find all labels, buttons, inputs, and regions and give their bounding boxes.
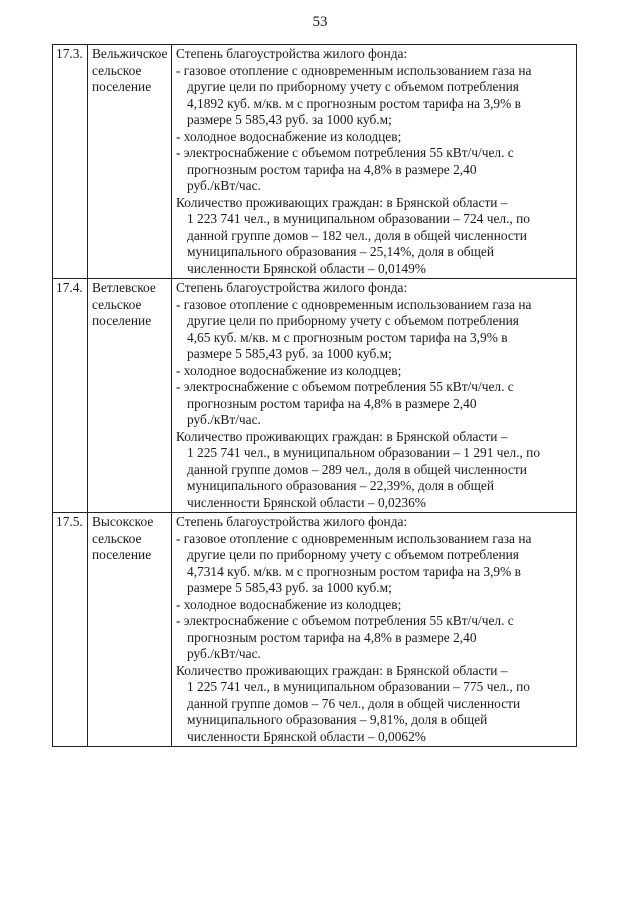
municipality-name: [88, 513, 172, 747]
row-number: 17.5.: [53, 513, 88, 747]
description-line: численности Брянской области – 0,0236%: [187, 494, 426, 510]
municipality-table: [52, 44, 577, 747]
description-line: Количество проживающих граждан: в Брянской области –: [176, 194, 508, 210]
table-row: [53, 279, 577, 513]
description-line: другие цели по приборному учету с объемом потребления: [187, 79, 519, 94]
description-line: другие цели по приборному учету с объемом потребления: [187, 313, 519, 328]
description-line: 4,65 куб. м/кв. м с прогнозным ростом тарифа на 3,9% в: [187, 329, 508, 345]
municipality-name-line: Высокское: [92, 514, 154, 529]
municipality-name-line: сельское: [92, 62, 142, 78]
description-line: Количество проживающих граждан: в Брянской области –: [176, 428, 508, 444]
municipality-name-line: сельское: [92, 530, 142, 546]
row-number: 17.3.: [53, 45, 88, 279]
description-line: - газовое отопление с одновременным использованием газа на: [176, 530, 532, 546]
description-line: данной группе домов – 76 чел., доля в общей численности: [187, 695, 521, 711]
description-line: - газовое отопление с одновременным использованием газа на: [176, 62, 532, 78]
description-line: прогнозным ростом тарифа на 4,8% в размере 2,40: [187, 161, 477, 177]
description-line: - холодное водоснабжение из колодцев;: [176, 128, 402, 144]
description-line: численности Брянской области – 0,0149%: [187, 260, 426, 276]
description-line: прогнозным ростом тарифа на 4,8% в размере 2,40: [187, 629, 477, 645]
description-line: Степень благоустройства жилого фонда:: [176, 46, 408, 61]
description-line: 1 225 741 чел., в муниципальном образовании – 1 291 чел., по: [187, 445, 541, 460]
housing-description: [172, 279, 577, 513]
municipality-name-line: поселение: [92, 547, 152, 562]
description-line: - холодное водоснабжение из колодцев;: [176, 596, 402, 612]
description-line: 4,1892 куб. м/кв. м с прогнозным ростом тарифа на 3,9% в: [187, 95, 521, 111]
description-line: размере 5 585,43 руб. за 1000 куб.м;: [187, 346, 392, 361]
table-row: [53, 45, 577, 279]
table-row: [53, 513, 577, 747]
description-line: данной группе домов – 289 чел., доля в общей численности: [187, 461, 527, 477]
page-number: 53: [312, 14, 328, 30]
housing-description: [172, 45, 577, 279]
description-line: муниципального образования – 9,81%, доля в общей: [187, 712, 488, 727]
row-number: 17.4.: [53, 279, 88, 513]
description-line: Количество проживающих граждан: в Брянской области –: [176, 662, 508, 678]
description-line: 1 223 741 чел., в муниципальном образовании – 724 чел., по: [187, 211, 530, 226]
municipality-name-line: поселение: [92, 79, 152, 94]
municipality-name: [88, 45, 172, 279]
description-line: 4,7314 куб. м/кв. м с прогнозным ростом тарифа на 3,9% в: [187, 563, 521, 579]
description-line: руб./кВт/час.: [187, 178, 261, 193]
description-line: - электроснабжение с объемом потребления 55 кВт/ч/чел. с: [176, 613, 514, 628]
description-line: размере 5 585,43 руб. за 1000 куб.м;: [187, 112, 392, 127]
description-line: - электроснабжение с объемом потребления 55 кВт/ч/чел. с: [176, 379, 514, 394]
description-line: Степень благоустройства жилого фонда:: [176, 280, 408, 295]
description-line: - газовое отопление с одновременным использованием газа на: [176, 296, 532, 312]
municipality-name: [88, 279, 172, 513]
municipality-name-line: Ветлевское: [92, 280, 156, 295]
description-line: руб./кВт/час.: [187, 412, 261, 427]
description-line: данной группе домов – 182 чел., доля в общей численности: [187, 227, 527, 243]
description-line: руб./кВт/час.: [187, 646, 261, 661]
table-body: [53, 45, 577, 747]
description-line: прогнозным ростом тарифа на 4,8% в размере 2,40: [187, 395, 477, 411]
description-line: численности Брянской области – 0,0062%: [187, 728, 426, 744]
description-line: муниципального образования – 22,39%, доля в общей: [187, 478, 495, 493]
municipality-name-line: сельское: [92, 296, 142, 312]
description-line: Степень благоустройства жилого фонда:: [176, 514, 408, 529]
description-line: размере 5 585,43 руб. за 1000 куб.м;: [187, 580, 392, 595]
municipality-name-line: поселение: [92, 313, 152, 328]
housing-description: [172, 513, 577, 747]
description-line: 1 225 741 чел., в муниципальном образовании – 775 чел., по: [187, 679, 530, 694]
description-line: - холодное водоснабжение из колодцев;: [176, 362, 402, 378]
municipality-name-line: Вельжичское: [92, 46, 168, 61]
description-line: другие цели по приборному учету с объемом потребления: [187, 547, 519, 562]
description-line: муниципального образования – 25,14%, доля в общей: [187, 244, 495, 259]
description-line: - электроснабжение с объемом потребления 55 кВт/ч/чел. с: [176, 145, 514, 160]
